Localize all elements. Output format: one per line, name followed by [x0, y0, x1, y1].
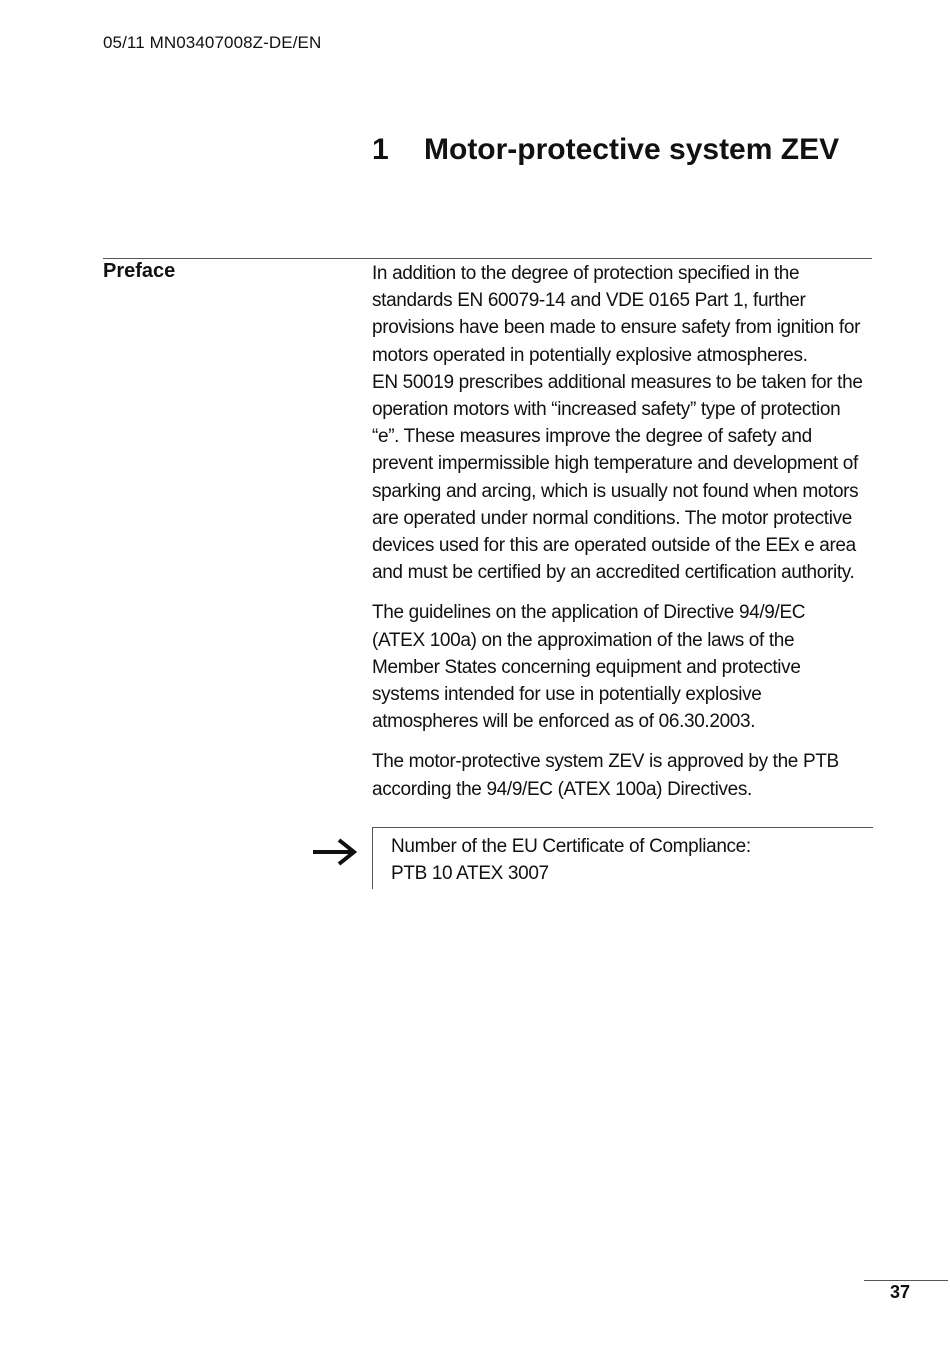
- section-divider: [103, 258, 872, 259]
- note-text: Number of the EU Certificate of Compliance: PTB 10 ATEX 3007: [391, 836, 751, 885]
- page-number: 37: [890, 1282, 911, 1302]
- document-reference: 05/11 MN03407008Z-DE/EN: [103, 33, 322, 52]
- section-body: [372, 260, 877, 816]
- paragraph: The motor-protective system ZEV is approved by the PTB according the 94/9/EC (ATEX 100a) Directives.: [372, 751, 839, 800]
- paragraph: In addition to the degree of protection specified in the standards EN 60079-14 and VDE 0165 Part 1, further provisions have been made to ensure safety from ignition for motors operated in potentially explosive atmospheres. EN 50019 prescribes additional measures to be taken for the operation motors with “increased safety” type of protection “e”. These measures improve the degree of safety and prevent impermissible high temperature and development of sparking and arcing, which is usually not found when motors are operated under normal conditions. The motor protective devices used for this are operated outside of the EEx e area and must be certified by an accredited certification authority.: [372, 263, 863, 584]
- chapter-title: [372, 133, 839, 167]
- page-number-rule: [864, 1280, 948, 1281]
- chapter-title-text: Motor-protective system ZEV: [424, 133, 840, 166]
- arrow-right-icon: [311, 836, 359, 868]
- section-heading: Preface: [103, 260, 176, 282]
- paragraph: The guidelines on the application of Directive 94/9/EC (ATEX 100a) on the approximation of the laws of the Member States concerning equipment and protective systems intended for use in potentially explosive atmospheres will be enforced as of 06.30.2003.: [372, 602, 806, 733]
- chapter-number: 1: [372, 133, 389, 166]
